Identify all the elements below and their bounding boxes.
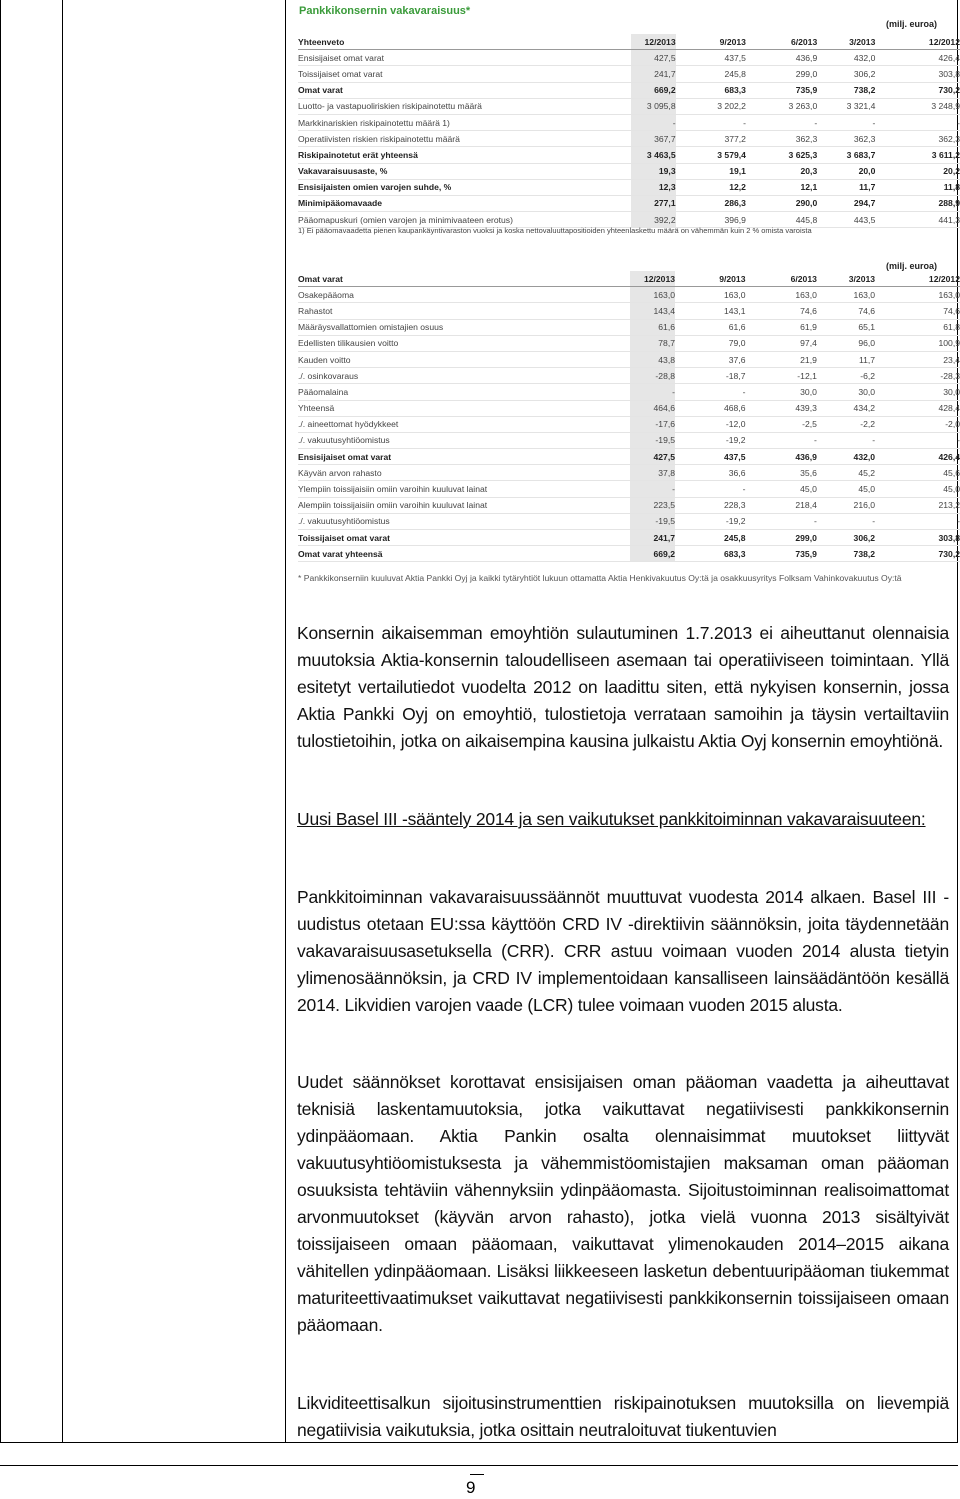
cell-value: 432,0 xyxy=(817,50,875,66)
row-label: Osakepääoma xyxy=(298,287,630,303)
page-number-bar xyxy=(470,1474,484,1475)
table-header xyxy=(298,271,960,287)
cell-value: 730,2 xyxy=(875,82,960,98)
row-label: Määräysvallattomien omistajien osuus xyxy=(298,319,630,335)
cell-value: 216,0 xyxy=(817,497,875,513)
cell-value: 241,7 xyxy=(630,530,675,546)
row-label: Alempiin toissijaisiin omiin varoihin kuuluvat lainat xyxy=(298,497,630,513)
cell-value: 163,0 xyxy=(817,287,875,303)
table-row xyxy=(298,98,960,114)
cell-value: - xyxy=(675,481,745,497)
cell-value: - xyxy=(745,432,816,448)
cell-value: - xyxy=(875,114,960,130)
cell-value: 218,4 xyxy=(745,497,816,513)
cell-value: 396,9 xyxy=(676,212,746,228)
table-row xyxy=(298,481,960,497)
table-row xyxy=(298,416,960,432)
table-row xyxy=(298,287,960,303)
cell-value: 11,7 xyxy=(817,179,875,195)
row-label: ./. vakuutusyhtiöomistus xyxy=(298,513,630,529)
row-label: Pääomapuskuri (omien varojen ja minimivaateen erotus) xyxy=(298,212,631,228)
cell-value: 163,0 xyxy=(875,287,960,303)
cell-value: 143,4 xyxy=(630,303,675,319)
cell-value: -19,5 xyxy=(630,513,675,529)
cell-value: 3 611,2 xyxy=(875,147,960,163)
cell-value: 65,1 xyxy=(817,319,875,335)
cell-value: - xyxy=(676,114,746,130)
cell-value: 3 683,7 xyxy=(817,147,875,163)
unit-label: (milj. euroa) xyxy=(886,261,938,271)
cell-value: - xyxy=(875,513,960,529)
cell-value: 437,5 xyxy=(676,50,746,66)
cell-value: 3 463,5 xyxy=(631,147,676,163)
cell-value: 74,6 xyxy=(875,303,960,319)
row-label: Yhteensä xyxy=(298,400,630,416)
cell-value: 36,6 xyxy=(675,465,745,481)
cell-value: 3 321,4 xyxy=(817,98,875,114)
cell-value: 432,0 xyxy=(817,449,875,465)
row-label: Ensisijaiset omat varat xyxy=(298,449,630,465)
unit-label: (milj. euroa) xyxy=(886,19,938,29)
footnote: 1) Ei pääomavaadetta pienen kaupankäyntivaraston vuoksi ja koska nettovaluuttapositioiden yhteenlaskettu määrä on vähemmän kuin 2 % omista varoista xyxy=(298,226,812,235)
cell-value: -2,0 xyxy=(875,416,960,432)
cell-value: 277,1 xyxy=(631,195,676,211)
table-row xyxy=(298,432,960,448)
row-label: Pääomalaina xyxy=(298,384,630,400)
cell-value: 362,3 xyxy=(746,131,817,147)
row-label: Riskipainotetut erät yhteensä xyxy=(298,147,631,163)
cell-value: 468,6 xyxy=(675,400,745,416)
row-label: Toissijaiset omat varat xyxy=(298,530,630,546)
cell-value: 12,3 xyxy=(631,179,676,195)
cell-value: 79,0 xyxy=(675,335,745,351)
column-divider xyxy=(62,0,63,1443)
cell-value: 437,5 xyxy=(675,449,745,465)
table-row xyxy=(298,131,960,147)
cell-value: -19,5 xyxy=(630,432,675,448)
table-row xyxy=(298,497,960,513)
cell-value: 45,0 xyxy=(745,481,816,497)
cell-value: 11,8 xyxy=(875,179,960,195)
cell-value: 43,8 xyxy=(630,351,675,367)
cell-value: 30,0 xyxy=(817,384,875,400)
cell-value: 9/2013 xyxy=(676,34,746,50)
row-label: ./. vakuutusyhtiöomistus xyxy=(298,432,630,448)
cell-value: - xyxy=(817,432,875,448)
row-label: Ylempiin toissijaisiin omiin varoihin kuuluvat lainat xyxy=(298,481,630,497)
cell-value: - xyxy=(746,114,817,130)
cell-value: 303,8 xyxy=(875,66,960,82)
paragraph: Konsernin aikaisemman emoyhtiön sulautuminen 1.7.2013 ei aiheuttanut olennaisia muutoksia Aktia-konsernin taloudelliseen asemaan tai operatiiviseen toimintaan. Yllä esitetyt vertailutiedot vuodelta 2012 on laadittu siten, että nykyisen konsernin, jossa Aktia Pankki Oyj on emoyhtiö, tulostietoja verrataan samoihin ja täysin vertailtaviin tulostietoihin, jotka on aikaisempina kausina julkaistu Aktia Oyj konsernin emoyhtiönä. xyxy=(297,623,949,751)
page-number: 9 xyxy=(466,1478,476,1497)
cell-value: -28,8 xyxy=(630,368,675,384)
cell-value: -19,2 xyxy=(675,513,745,529)
cell-value: 245,8 xyxy=(675,530,745,546)
cell-value: 3 248,9 xyxy=(875,98,960,114)
cell-value: 20,2 xyxy=(875,163,960,179)
cell-value: 669,2 xyxy=(631,82,676,98)
cell-value: 45,0 xyxy=(875,481,960,497)
cell-value: 286,3 xyxy=(676,195,746,211)
cell-value: 294,7 xyxy=(817,195,875,211)
cell-value: 434,2 xyxy=(817,400,875,416)
cell-value: 439,3 xyxy=(745,400,816,416)
cell-value: 730,2 xyxy=(875,546,960,562)
paragraph: Uudet säännökset korottavat ensisijaisen oman pääoman vaadetta ja aiheuttavat teknisiä laskentamuutoksia, jotka vaikuttavat negatiivisesti pankkikonsernin ydinpääomaan. Aktia Pankin osalta olennaisimmat muutokset liittyvät vakuutusyhtiöomistuksesta ja vähemmistöomistajien maksaman oman pääoman osuuksista tehtäviin vähennyksiin ydinpääomasta. Sijoitustoiminnan realisoimattomat arvonmuutokset (käyvän arvon rahasto), jotka vielä vuonna 2013 sisältyivät toissijaiseen omaan pääomaan, vaikuttavat ylimenokauden 2014–2015 aikana vähitellen ydinpääomaan. Lisäksi liikkeeseen lasketun debentuuripääoman tiukemmat maturiteettivaatimukset vaikuttavat negatiivisesti pankkikonsernin toissijaiseen omaan pääomaan. xyxy=(297,1072,949,1335)
row-label: Toissijaiset omat varat xyxy=(298,66,631,82)
cell-value: 669,2 xyxy=(630,546,675,562)
cell-value: 735,9 xyxy=(745,546,816,562)
cell-value: -12,0 xyxy=(675,416,745,432)
cell-value: 426,4 xyxy=(875,50,960,66)
row-label: ./. osinkovaraus xyxy=(298,368,630,384)
cell-value: 97,4 xyxy=(745,335,816,351)
row-label: Markkinariskien riskipainotettu määrä 1) xyxy=(298,114,631,130)
cell-value: 426,4 xyxy=(875,449,960,465)
cell-value: - xyxy=(817,513,875,529)
cell-value: 9/2013 xyxy=(675,271,745,287)
cell-value: - xyxy=(875,432,960,448)
cell-value: 37,6 xyxy=(675,351,745,367)
table-row xyxy=(298,195,960,211)
cell-value: 241,7 xyxy=(631,66,676,82)
cell-value: 3 579,4 xyxy=(676,147,746,163)
row-label: Kauden voitto xyxy=(298,351,630,367)
cell-value: 6/2013 xyxy=(746,34,817,50)
cell-value: 213,2 xyxy=(875,497,960,513)
table-title: Pankkikonsernin vakavaraisuus* xyxy=(299,5,471,17)
table-header xyxy=(298,34,960,50)
cell-value: 19,3 xyxy=(631,163,676,179)
cell-value: 436,9 xyxy=(746,50,817,66)
column-divider xyxy=(285,0,286,1443)
cell-value: 12/2012 xyxy=(875,34,960,50)
cell-value: 61,9 xyxy=(745,319,816,335)
table-row xyxy=(298,303,960,319)
cell-value: - xyxy=(631,114,676,130)
cell-value: -6,2 xyxy=(817,368,875,384)
cell-value: 738,2 xyxy=(817,546,875,562)
cell-value: 288,9 xyxy=(875,195,960,211)
cell-value: 37,8 xyxy=(630,465,675,481)
cell-value: -28,3 xyxy=(875,368,960,384)
cell-value: -12,1 xyxy=(745,368,816,384)
cell-value: 735,9 xyxy=(746,82,817,98)
table-row xyxy=(298,50,960,66)
table-row xyxy=(298,147,960,163)
cell-value: 74,6 xyxy=(745,303,816,319)
cell-value: 3 095,8 xyxy=(631,98,676,114)
cell-value: 245,8 xyxy=(676,66,746,82)
cell-value: -19,2 xyxy=(675,432,745,448)
cell-value: 30,0 xyxy=(745,384,816,400)
cell-value: 299,0 xyxy=(746,66,817,82)
row-label: Ensisijaiset omat varat xyxy=(298,50,631,66)
cell-value: 30,0 xyxy=(875,384,960,400)
cell-value: 45,6 xyxy=(875,465,960,481)
cell-value: 11,7 xyxy=(817,351,875,367)
cell-value: 12/2013 xyxy=(631,34,676,50)
summary-table xyxy=(298,34,960,228)
cell-value: 427,5 xyxy=(630,449,675,465)
cell-value: 163,0 xyxy=(745,287,816,303)
cell-value: 443,5 xyxy=(817,212,875,228)
cell-value: 100,9 xyxy=(875,335,960,351)
table-row xyxy=(298,66,960,82)
cell-value: 303,8 xyxy=(875,530,960,546)
cell-value: -18,7 xyxy=(675,368,745,384)
row-label: Käyvän arvon rahasto xyxy=(298,465,630,481)
table-row xyxy=(298,546,960,562)
cell-value: 683,3 xyxy=(675,546,745,562)
cell-value: -2,2 xyxy=(817,416,875,432)
cell-value: 223,5 xyxy=(630,497,675,513)
row-label: Operatiivisten riskien riskipainotettu määrä xyxy=(298,131,631,147)
cell-value: 445,8 xyxy=(746,212,817,228)
cell-value: -17,6 xyxy=(630,416,675,432)
table-row xyxy=(298,179,960,195)
row-label: ./. aineettomat hyödykkeet xyxy=(298,416,630,432)
cell-value: 377,2 xyxy=(676,131,746,147)
cell-value: 12,1 xyxy=(746,179,817,195)
table-row xyxy=(298,465,960,481)
table-row xyxy=(298,368,960,384)
table-row xyxy=(298,114,960,130)
cell-value: 427,5 xyxy=(631,50,676,66)
table-row xyxy=(298,82,960,98)
table-row xyxy=(298,400,960,416)
table-row xyxy=(298,513,960,529)
cell-value: 306,2 xyxy=(817,66,875,82)
cell-value: 362,3 xyxy=(817,131,875,147)
cell-value: - xyxy=(745,513,816,529)
paragraph: Likviditeettisalkun sijoitusinstrumenttien riskipainotuksen muutoksilla on lievempiä negatiivisia vaikutuksia, jotka osittain neutraloituvat tiukentuvien xyxy=(297,1393,949,1440)
footer-divider xyxy=(0,1465,958,1466)
table-row xyxy=(298,335,960,351)
cell-value: - xyxy=(817,114,875,130)
cell-value: 12/2013 xyxy=(630,271,675,287)
cell-value: 3 202,2 xyxy=(676,98,746,114)
cell-value: 6/2013 xyxy=(745,271,816,287)
cell-value: 362,3 xyxy=(875,131,960,147)
row-label: Ensisijaisten omien varojen suhde, % xyxy=(298,179,631,195)
cell-value: 23,4 xyxy=(875,351,960,367)
cell-value: - xyxy=(630,481,675,497)
paragraph: Pankkitoiminnan vakavaraisuussäännöt muuttuvat vuodesta 2014 alkaen. Basel III -uudistus otetaan EU:ssa käyttöön CRD IV -direktiivin säännöksin, joita täydennetään vakavaraisuusasetuksella (CRR). CRR astuu voimaan vuoden 2014 alusta tietyin ylimenosäännöksin, ja CRD IV implementoidaan kansalliseen lainsäädäntöön kesällä 2014. Likvidien varojen vaade (LCR) tulee voimaan vuoden 2015 alusta. xyxy=(297,887,949,1015)
cell-value: 3 625,3 xyxy=(746,147,817,163)
cell-value: 12/2012 xyxy=(875,271,960,287)
cell-value: - xyxy=(630,384,675,400)
row-label: Yhteenveto xyxy=(298,34,631,50)
cell-value: 96,0 xyxy=(817,335,875,351)
cell-value: - xyxy=(675,384,745,400)
cell-value: 436,9 xyxy=(745,449,816,465)
footnote: * Pankkikonserniin kuuluvat Aktia Pankki Oyj ja kaikki tytäryhtiöt lukuun ottamatta Aktia Henkivakuutus Oy:tä ja osakkuusyritys Folksam Vahinkovakuutus Oy:tä xyxy=(298,573,902,583)
cell-value: 3 263,0 xyxy=(746,98,817,114)
cell-value: 143,1 xyxy=(675,303,745,319)
cell-value: 74,6 xyxy=(817,303,875,319)
cell-value: 20,0 xyxy=(817,163,875,179)
section-heading: Uusi Basel III -sääntely 2014 ja sen vaikutukset pankkitoiminnan vakavaraisuuteen: xyxy=(297,809,926,829)
table-row xyxy=(298,351,960,367)
cell-value: 290,0 xyxy=(746,195,817,211)
table-row xyxy=(298,163,960,179)
table-row xyxy=(298,449,960,465)
table-row xyxy=(298,530,960,546)
cell-value: 392,2 xyxy=(631,212,676,228)
row-label: Omat varat yhteensä xyxy=(298,546,630,562)
row-label: Luotto- ja vastapuoliriskien riskipainotettu määrä xyxy=(298,98,631,114)
cell-value: 35,6 xyxy=(745,465,816,481)
cell-value: 61,8 xyxy=(875,319,960,335)
table-row xyxy=(298,319,960,335)
cell-value: 683,3 xyxy=(676,82,746,98)
row-label: Omat varat xyxy=(298,82,631,98)
cell-value: 163,0 xyxy=(630,287,675,303)
cell-value: 3/2013 xyxy=(817,34,875,50)
cell-value: 428,4 xyxy=(875,400,960,416)
row-label: Minimipääomavaade xyxy=(298,195,631,211)
cell-value: 20,3 xyxy=(746,163,817,179)
cell-value: 738,2 xyxy=(817,82,875,98)
own-funds-table xyxy=(298,271,960,562)
table-row xyxy=(298,384,960,400)
cell-value: -2,5 xyxy=(745,416,816,432)
cell-value: 45,0 xyxy=(817,481,875,497)
cell-value: 441,3 xyxy=(875,212,960,228)
cell-value: 21,9 xyxy=(745,351,816,367)
cell-value: 45,2 xyxy=(817,465,875,481)
cell-value: 464,6 xyxy=(630,400,675,416)
row-label: Rahastot xyxy=(298,303,630,319)
cell-value: 306,2 xyxy=(817,530,875,546)
cell-value: 61,6 xyxy=(675,319,745,335)
row-label: Edellisten tilikausien voitto xyxy=(298,335,630,351)
cell-value: 228,3 xyxy=(675,497,745,513)
row-label: Omat varat xyxy=(298,271,630,287)
cell-value: 78,7 xyxy=(630,335,675,351)
cell-value: 19,1 xyxy=(676,163,746,179)
cell-value: 3/2013 xyxy=(817,271,875,287)
cell-value: 163,0 xyxy=(675,287,745,303)
row-label: Vakavaraisuusaste, % xyxy=(298,163,631,179)
cell-value: 61,6 xyxy=(630,319,675,335)
cell-value: 367,7 xyxy=(631,131,676,147)
cell-value: 12,2 xyxy=(676,179,746,195)
cell-value: 299,0 xyxy=(745,530,816,546)
